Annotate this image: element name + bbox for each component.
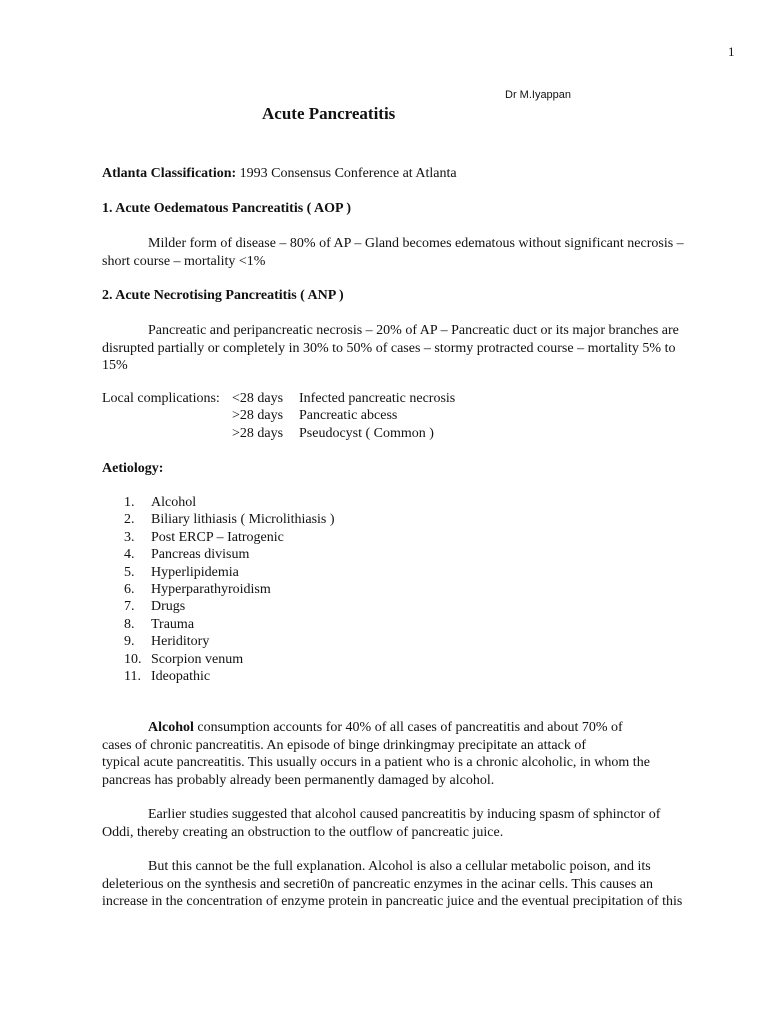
but-line: deleterious on the synthesis and secreti0n of pancreatic enzymes in the acinar cells. This causes an (102, 876, 653, 892)
list-item: 6. Hyperparathyroidism (124, 582, 271, 598)
anp-line: Pancreatic and peripancreatic necrosis – 20% of AP – Pancreatic duct or its major branches are (148, 323, 679, 338)
classification-text: 1993 Consensus Conference at Atlanta (236, 166, 457, 181)
list-item: 5. Hyperlipidemia (124, 564, 239, 580)
list-item: 1. Alcohol (124, 495, 197, 510)
document-title: Acute Pancreatitis (262, 104, 396, 123)
but-line: But this cannot be the full explanation. Alcohol is also a cellular metabolic poison, and its (148, 859, 651, 874)
anp-line: disrupted partially or completely in 30% to 50% of cases – stormy protracted course – mortality 5% to (102, 340, 676, 356)
list-item: 4. Pancreas divisum (124, 547, 250, 563)
alcohol-bold-word: Alcohol (148, 720, 194, 735)
aetiology-heading: Aetiology: (102, 461, 164, 476)
alcohol-line: pancreas has probably already been permanently damaged by alcohol. (102, 772, 495, 788)
list-item: 9. Heriditory (124, 634, 210, 650)
earlier-line: Earlier studies suggested that alcohol caused pancreatitis by inducing spasm of sphinctor of (148, 807, 661, 822)
list-item: 2. Biliary lithiasis ( Microlithiasis ) (124, 512, 335, 528)
complication-desc: Infected pancreatic necrosis (299, 391, 456, 406)
alcohol-paragraph (102, 719, 732, 789)
classification-label: Atlanta Classification: (102, 166, 237, 181)
complication-days: <28 days (232, 391, 284, 406)
alcohol-line: cases of chronic pancreatitis. An episode of binge drinkingmay precipitate an attack of (102, 737, 586, 753)
anp-paragraph (102, 322, 732, 375)
aop-heading: 1. Acute Oedematous Pancreatitis ( AOP ) (102, 201, 351, 216)
list-item: 7. Drugs (124, 599, 186, 615)
complication-days: >28 days (232, 426, 284, 441)
alcohol-line: typical acute pancreatitis. This usually occurs in a patient who is a chronic alcoholic, in whom the (102, 755, 650, 770)
alcohol-line: Alcohol consumption accounts for 40% of all cases of pancreatitis and about 70% of (148, 720, 623, 735)
list-item: 8. Trauma (124, 616, 195, 632)
but-line: increase in the concentration of enzyme protein in pancreatic juice and the eventual precipitation of this (102, 894, 683, 909)
aop-paragraph (102, 235, 732, 270)
classification-line (102, 165, 732, 183)
list-item: 3. Post ERCP – Iatrogenic (124, 529, 284, 545)
complication-days: >28 days (232, 408, 284, 423)
anp-line: 15% (102, 358, 128, 373)
but-paragraph (102, 858, 732, 911)
aop-line: Milder form of disease – 80% of AP – Gland becomes edematous without significant necrosis – (148, 236, 684, 251)
aetiology-list (124, 494, 335, 685)
earlier-paragraph (102, 806, 732, 841)
complication-desc: Pancreatic abcess (299, 408, 398, 423)
list-item: 10. Scorpion venum (124, 651, 244, 667)
aop-line: short course – mortality <1% (102, 253, 266, 269)
author-name: Dr M.Iyappan (505, 89, 572, 101)
complication-desc: Pseudocyst ( Common ) (299, 426, 434, 441)
page-number: 1 (728, 44, 735, 59)
earlier-line: Oddi, thereby creating an obstruction to the outflow of pancreatic juice. (102, 824, 504, 840)
complications-label: Local complications: (102, 391, 220, 406)
anp-heading: 2. Acute Necrotising Pancreatitis ( ANP ) (102, 288, 344, 303)
list-item: 11. Ideopathic (124, 669, 211, 685)
